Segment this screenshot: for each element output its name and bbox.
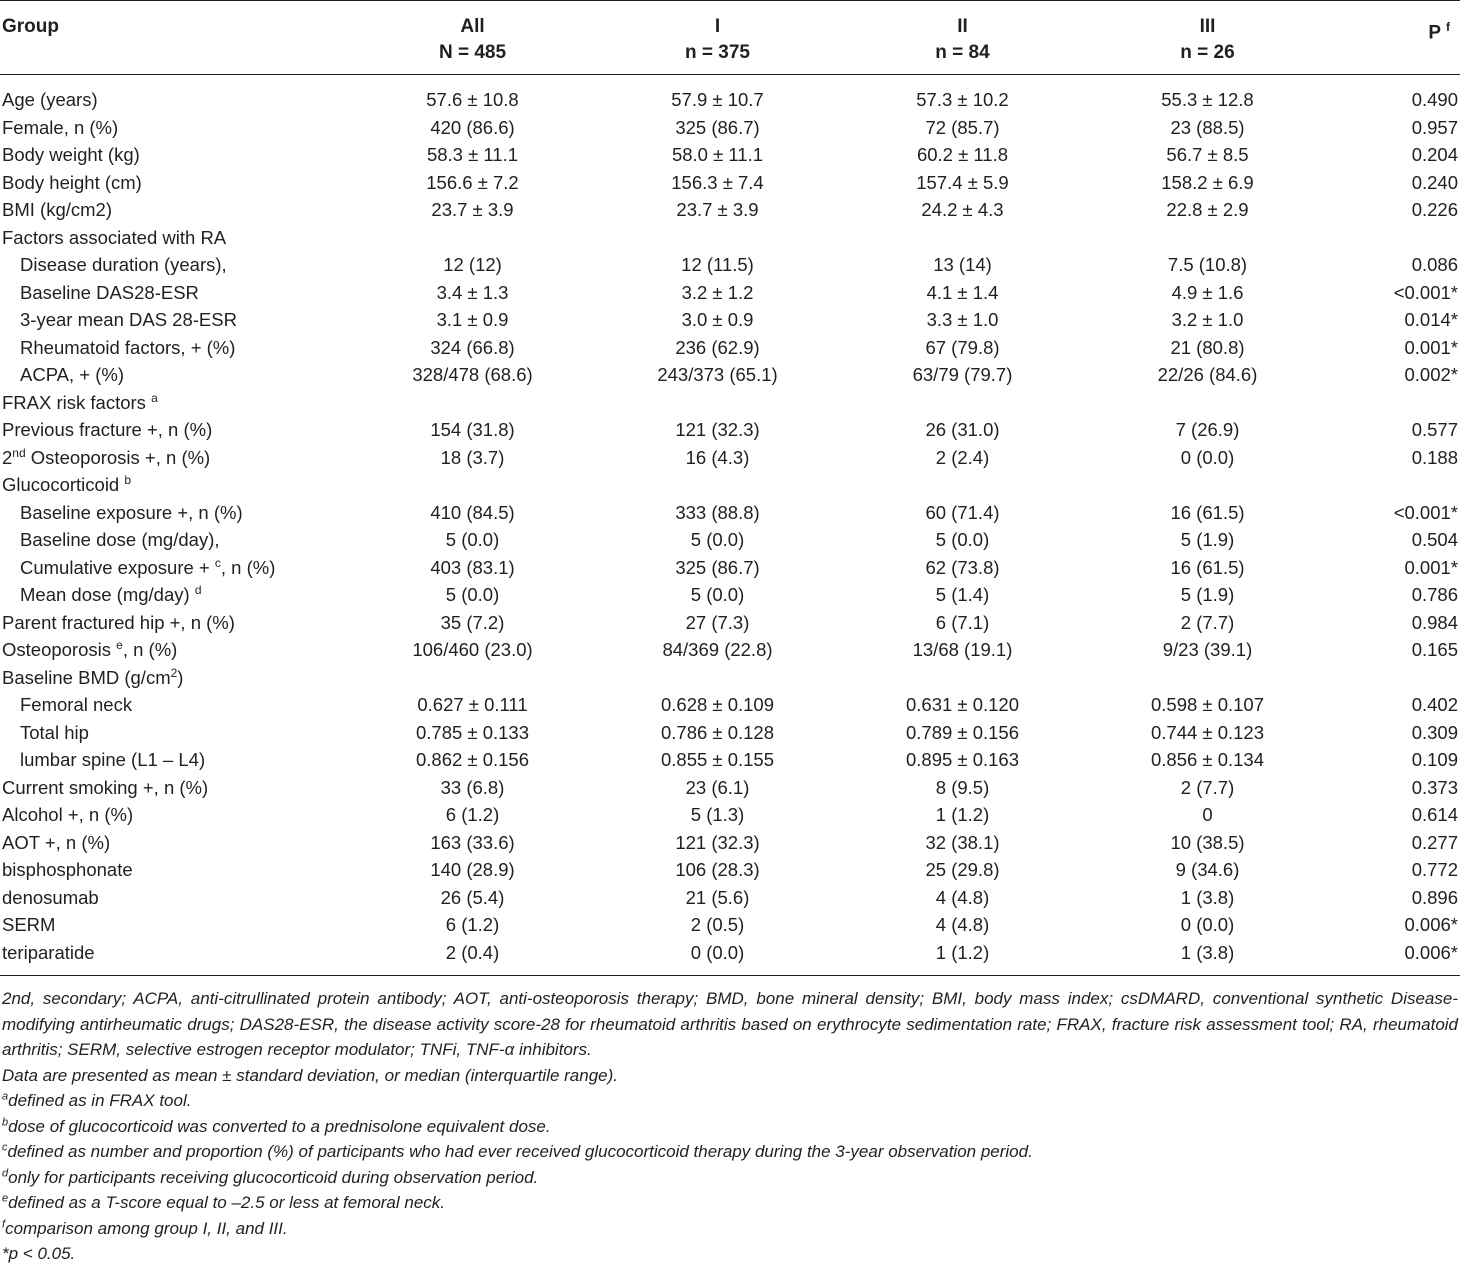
table-cell <box>840 224 1085 252</box>
table-cell: 6 (1.2) <box>445 804 500 825</box>
row-label: Cumulative exposure + $^c$, n (%) <box>20 555 276 578</box>
table-cell: 156.3 ± 7.4 <box>671 171 764 193</box>
table-cell: 0.862 ± 0.156 <box>415 749 530 770</box>
table-cell: 157.4 ± 5.9 <box>916 171 1009 193</box>
group-header: Group <box>2 16 59 37</box>
table-cell: 13/68 (19.1) <box>912 639 1013 660</box>
table-cell: 3.1 ± 0.9 <box>436 309 509 330</box>
p-value-cell: 0.188 <box>1411 446 1458 468</box>
footnote-item: *p < 0.05. <box>2 1244 76 1263</box>
row-label: teriparatide <box>2 941 95 963</box>
p-value-cell: 0.226 <box>1411 199 1458 220</box>
table-cell: 158.2 ± 6.9 <box>1161 171 1254 193</box>
row-label: Alcohol +, n (%) <box>2 804 134 825</box>
row-label: Disease duration (years), <box>20 254 227 275</box>
row-label: Baseline dose (mg/day), <box>20 529 220 550</box>
table-cell: 63/79 (79.7) <box>912 364 1013 385</box>
table-cell: 324 (66.8) <box>430 336 515 358</box>
table-row <box>0 801 1460 829</box>
column-header-n: N = 485 <box>438 42 507 63</box>
table-row <box>0 389 1460 417</box>
table-row <box>0 526 1460 554</box>
p-value-cell: 0.614 <box>1411 804 1458 825</box>
table-cell <box>1085 224 1330 252</box>
table-row <box>0 499 1460 527</box>
table-cell: 2 (2.4) <box>935 446 990 468</box>
p-value-cell: 0.002* <box>1404 364 1458 385</box>
table-cell: 24.2 ± 4.3 <box>921 199 1004 220</box>
table-cell: 23.7 ± 3.9 <box>676 199 759 220</box>
table-cell: 410 (84.5) <box>430 501 515 523</box>
table-cell <box>595 224 840 252</box>
column-header-group-ii <box>840 1 1085 74</box>
row-label: Previous fracture +, n (%) <box>2 419 213 440</box>
row-label: 3-year mean DAS 28-ESR <box>20 309 237 330</box>
table-cell <box>840 664 1085 692</box>
table-cell: 106 (28.3) <box>675 859 760 880</box>
table-cell: 5 (1.4) <box>935 584 990 605</box>
table-cell: 5 (0.0) <box>690 529 745 550</box>
p-value-cell <box>1330 224 1460 252</box>
p-value-cell: 0.001* <box>1404 336 1458 358</box>
p-value-cell: 0.402 <box>1411 694 1458 715</box>
table-row <box>0 746 1460 774</box>
table-cell: 84/369 (22.8) <box>662 639 773 660</box>
table-cell: 56.7 ± 8.5 <box>1166 144 1249 165</box>
table-cell <box>1085 664 1330 692</box>
table-cell: 236 (62.9) <box>675 336 760 358</box>
table-cell: 5 (1.9) <box>1180 584 1235 605</box>
column-header-name: III <box>1199 16 1216 37</box>
table-cell <box>350 471 595 499</box>
table-cell: 0.598 ± 0.107 <box>1150 694 1265 715</box>
row-label: BMI (kg/cm2) <box>2 199 112 220</box>
row-label: Femoral neck <box>20 694 133 715</box>
table-cell: 21 (5.6) <box>685 886 750 908</box>
table-cell: 5 (1.9) <box>1180 529 1235 550</box>
table-cell <box>350 664 595 692</box>
table-cell: 3.0 ± 0.9 <box>681 309 754 330</box>
table-cell: 5 (0.0) <box>935 529 990 550</box>
table-body <box>0 86 1460 966</box>
table-row <box>0 829 1460 857</box>
table-cell: 16 (61.5) <box>1170 501 1245 523</box>
p-value-cell: 0.006* <box>1404 941 1458 963</box>
table-cell: 0.628 ± 0.109 <box>660 694 775 715</box>
table-row <box>0 114 1460 142</box>
table-cell: 1 (3.8) <box>1180 941 1235 963</box>
row-label: 2nd Osteoporosis +, n (%) <box>2 445 211 468</box>
footnote-item: $^f$comparison among group I, II, and III. <box>2 1217 288 1238</box>
table-cell <box>595 389 840 417</box>
p-value-header-sup: f <box>1446 20 1450 34</box>
row-label: Female, n (%) <box>2 116 119 138</box>
table-cell: 7.5 (10.8) <box>1167 254 1248 275</box>
row-label: lumbar spine (L1 – L4) <box>20 749 206 770</box>
table-cell: 154 (31.8) <box>430 419 515 440</box>
table-footnotes <box>0 976 1460 1267</box>
p-value-cell: 0.957 <box>1411 116 1458 138</box>
table-cell: 0 (0.0) <box>1180 446 1235 468</box>
table-cell: 1 (1.2) <box>935 804 990 825</box>
table-row <box>0 691 1460 719</box>
table-row <box>0 306 1460 334</box>
p-value-cell: 0.896 <box>1411 886 1458 908</box>
table-cell: 26 (31.0) <box>925 419 1000 440</box>
table-cell: 23 (6.1) <box>685 776 750 798</box>
p-value-cell: 0.204 <box>1411 144 1458 165</box>
table-row <box>0 856 1460 884</box>
table-cell: 0 <box>1202 804 1213 825</box>
table-cell: 6 (1.2) <box>445 914 500 935</box>
row-label: SERM <box>2 914 56 935</box>
row-label: FRAX risk factors $^a$ <box>2 390 158 413</box>
table-cell: 8 (9.5) <box>935 776 990 798</box>
row-label: ACPA, + (%) <box>20 364 124 385</box>
p-value-cell: 0.490 <box>1411 89 1458 110</box>
p-value-cell: 0.240 <box>1411 171 1458 193</box>
table-cell: 325 (86.7) <box>675 556 760 578</box>
table-row <box>0 471 1460 499</box>
table-cell: 4.1 ± 1.4 <box>926 281 999 303</box>
table-cell: 3.4 ± 1.3 <box>436 281 509 303</box>
column-header-group-iii <box>1085 1 1330 74</box>
table-header <box>0 1 1460 74</box>
table-cell: 2 (7.7) <box>1180 776 1235 798</box>
table-cell: 0 (0.0) <box>690 941 745 963</box>
row-label: Baseline exposure +, n (%) <box>20 501 243 523</box>
table-cell: 0 (0.0) <box>1180 914 1235 935</box>
table-cell: 62 (73.8) <box>925 556 1000 578</box>
footnote-abbreviations: 2nd, secondary; ACPA, anti-citrullinated protein antibody; AOT, anti-osteoporosis therapy; BMD, bone mineral density; BMI, body mass index; csDMARD, conventional synthetic Disease-modifying antirheumatic drugs; DAS28-ESR, the disease activity score-28 for rheumatoid arthritis based on erythrocyte sedimentation rate; FRAX, fracture risk assessment tool; RA, rheumatoid arthritis; SERM, selective estrogen receptor modulator; TNFi, TNF-α inhibitors. <box>2 989 1458 1059</box>
row-label: Parent fractured hip +, n (%) <box>2 611 235 633</box>
table-cell <box>595 664 840 692</box>
table-row <box>0 416 1460 444</box>
table-cell: 2 (7.7) <box>1180 611 1235 633</box>
column-header-n: n = 84 <box>935 42 990 63</box>
table-cell: 0.744 ± 0.123 <box>1150 721 1265 743</box>
column-header-group-i <box>595 1 840 74</box>
row-label: Osteoporosis $^e$, n (%) <box>2 637 178 660</box>
table-cell: 243/373 (65.1) <box>657 364 778 385</box>
p-value-cell: <0.001* <box>1393 501 1458 523</box>
table-cell: 58.3 ± 11.1 <box>426 144 519 165</box>
table-cell: 12 (11.5) <box>681 254 754 275</box>
table-cell <box>1085 389 1330 417</box>
table-row <box>0 911 1460 939</box>
table-row <box>0 334 1460 362</box>
table-cell: 32 (38.1) <box>925 831 1000 853</box>
p-value-cell: 0.277 <box>1411 831 1458 853</box>
p-value-cell: 0.373 <box>1411 776 1458 798</box>
table-row <box>0 884 1460 912</box>
table-cell: 16 (4.3) <box>685 446 750 468</box>
table-cell: 60.2 ± 11.8 <box>916 144 1009 165</box>
table-cell: 16 (61.5) <box>1170 556 1245 578</box>
table-row <box>0 664 1460 692</box>
table-cell: 57.3 ± 10.2 <box>916 89 1009 110</box>
p-value-cell <box>1330 389 1460 417</box>
table-cell: 4.9 ± 1.6 <box>1171 281 1244 303</box>
table-cell: 9 (34.6) <box>1175 859 1240 880</box>
table-cell: 13 (14) <box>933 254 992 275</box>
p-value-cell: 0.984 <box>1411 611 1458 633</box>
table-cell: 35 (7.2) <box>440 611 505 633</box>
footnote-item: $^a$defined as in FRAX tool. <box>2 1090 192 1110</box>
row-label: Age (years) <box>2 89 98 110</box>
table-row <box>0 444 1460 472</box>
row-label: Rheumatoid factors, + (%) <box>20 336 236 358</box>
table-cell: 55.3 ± 12.8 <box>1161 89 1254 110</box>
table-cell: 328/478 (68.6) <box>412 364 533 385</box>
table-cell: 0.856 ± 0.134 <box>1150 749 1265 770</box>
table-cell: 1 (3.8) <box>1180 886 1235 908</box>
row-label: Total hip <box>20 721 89 743</box>
footnote-item: $^d$only for participants receiving glucocorticoid during observation period. <box>2 1166 539 1187</box>
table-row <box>0 251 1460 279</box>
table-cell: 403 (83.1) <box>430 556 515 578</box>
table-row <box>0 169 1460 197</box>
table-cell: 9/23 (39.1) <box>1162 639 1253 660</box>
table-cell: 57.9 ± 10.7 <box>671 89 764 110</box>
footnote-item: $^c$defined as number and proportion (%) of participants who had ever received glucocorticoid therapy during the 3-year observation period. <box>2 1141 1033 1161</box>
row-label: Mean dose (mg/day) $^d$ <box>20 582 202 605</box>
table-cell: 67 (79.8) <box>925 336 1000 358</box>
table-cell <box>840 471 1085 499</box>
table-cell: 22.8 ± 2.9 <box>1166 199 1249 220</box>
table-row <box>0 141 1460 169</box>
baseline-characteristics-table <box>0 1 1460 74</box>
row-label: Glucocorticoid $^b$ <box>2 472 132 495</box>
table-cell: 3.3 ± 1.0 <box>926 309 999 330</box>
row-label: Body height (cm) <box>2 171 142 193</box>
table-row <box>0 609 1460 637</box>
row-label: Baseline BMD $(g/cm^2)$ <box>2 665 184 688</box>
table-row <box>0 939 1460 967</box>
p-value-cell: 0.786 <box>1411 584 1458 605</box>
table-cell: 23.7 ± 3.9 <box>431 199 514 220</box>
column-header-n: n = 26 <box>1180 42 1235 63</box>
p-value-cell <box>1330 471 1460 499</box>
table-cell: 3.2 ± 1.0 <box>1171 309 1244 330</box>
table-cell: 72 (85.7) <box>925 116 1000 138</box>
table-cell: 57.6 ± 10.8 <box>426 89 519 110</box>
table-cell: 21 (80.8) <box>1170 336 1245 358</box>
table-cell: 27 (7.3) <box>685 611 750 633</box>
table-cell: 22/26 (84.6) <box>1157 364 1258 385</box>
table-cell: 58.0 ± 11.1 <box>671 144 764 165</box>
table-cell: 420 (86.6) <box>430 116 515 138</box>
table-cell: 6 (7.1) <box>935 611 990 633</box>
table-cell: 0.785 ± 0.133 <box>415 721 530 743</box>
column-header-name: I <box>714 16 721 37</box>
footnote-data-note: Data are presented as mean ± standard deviation, or median (interquartile range). <box>2 1065 619 1085</box>
p-value-cell: 0.109 <box>1411 749 1458 770</box>
p-value-cell: 0.772 <box>1411 859 1458 880</box>
p-value-cell: 0.165 <box>1411 639 1458 660</box>
table-cell: 26 (5.4) <box>440 886 505 908</box>
p-value-cell: 0.001* <box>1404 556 1458 578</box>
column-header-n: n = 375 <box>685 42 750 63</box>
table-cell: 0.627 ± 0.111 <box>417 694 528 715</box>
row-label: denosumab <box>2 886 99 908</box>
table-cell: 121 (32.3) <box>675 419 760 440</box>
table-cell: 10 (38.5) <box>1170 831 1245 853</box>
p-value-header: P $^f$ <box>1428 20 1450 44</box>
table-cell: 2 (0.5) <box>690 914 745 935</box>
footnote-item: $^b$dose of glucocorticoid was converted to a prednisolone equivalent dose. <box>2 1115 551 1136</box>
table-row <box>0 581 1460 609</box>
row-label: Current smoking +, n (%) <box>2 776 209 798</box>
table-cell: 0.789 ± 0.156 <box>905 721 1020 743</box>
column-header-name: II <box>957 16 968 37</box>
row-label: Baseline DAS28-ESR <box>20 281 199 303</box>
table-cell: 23 (88.5) <box>1170 116 1245 138</box>
p-value-cell: 0.014* <box>1404 309 1458 330</box>
table-cell <box>350 224 595 252</box>
p-value-cell: <0.001* <box>1393 281 1458 303</box>
table-cell <box>840 389 1085 417</box>
table-cell: 5 (0.0) <box>445 529 500 550</box>
row-label: AOT +, n (%) <box>2 831 111 853</box>
table-cell: 4 (4.8) <box>935 914 990 935</box>
footnote-item: $^e$defined as a T-score equal to –2.5 or less at femoral neck. <box>2 1192 446 1212</box>
table-cell: 163 (33.6) <box>430 831 515 853</box>
p-value-cell: 0.309 <box>1411 721 1458 743</box>
row-label: Factors associated with RA <box>2 226 227 248</box>
table-cell: 60 (71.4) <box>925 501 1000 523</box>
table-cell: 33 (6.8) <box>440 776 505 798</box>
table-cell <box>595 471 840 499</box>
table-row <box>0 774 1460 802</box>
table-row <box>0 86 1460 114</box>
table-cell: 106/460 (23.0) <box>412 639 533 660</box>
p-value-cell: 0.504 <box>1411 529 1458 550</box>
table-cell: 2 (0.4) <box>445 941 500 963</box>
p-value-cell <box>1330 664 1460 692</box>
table-row <box>0 196 1460 224</box>
table-cell: 5 (0.0) <box>445 584 500 605</box>
table-cell: 7 (26.9) <box>1175 419 1240 440</box>
table-cell: 12 (12) <box>443 254 502 275</box>
table-cell: 0.786 ± 0.128 <box>660 721 775 743</box>
column-header-name: All <box>460 16 485 37</box>
table-row <box>0 279 1460 307</box>
row-label: Body weight (kg) <box>2 144 140 165</box>
row-label: bisphosphonate <box>2 859 133 880</box>
table-cell: 18 (3.7) <box>440 446 505 468</box>
table-cell <box>1085 471 1330 499</box>
table-cell: 156.6 ± 7.2 <box>426 171 519 193</box>
table-cell: 333 (88.8) <box>675 501 760 523</box>
table-cell: 4 (4.8) <box>935 886 990 908</box>
p-value-cell: 0.086 <box>1411 254 1458 275</box>
table-row <box>0 636 1460 664</box>
table-body-container <box>0 86 1460 966</box>
table-row <box>0 719 1460 747</box>
table-cell: 5 (1.3) <box>690 804 745 825</box>
table-cell: 25 (29.8) <box>925 859 1000 880</box>
table-cell: 0.895 ± 0.163 <box>905 749 1020 770</box>
table-cell: 5 (0.0) <box>690 584 745 605</box>
table-row <box>0 554 1460 582</box>
table-row <box>0 224 1460 252</box>
table-cell: 140 (28.9) <box>430 859 515 880</box>
table-cell: 0.631 ± 0.120 <box>905 694 1020 715</box>
table-cell: 325 (86.7) <box>675 116 760 138</box>
table-cell: 1 (1.2) <box>935 941 990 963</box>
table-row <box>0 361 1460 389</box>
p-value-cell: 0.577 <box>1411 419 1458 440</box>
table-cell: 121 (32.3) <box>675 831 760 853</box>
p-value-cell: 0.006* <box>1404 914 1458 935</box>
table-cell: 0.855 ± 0.155 <box>660 749 775 770</box>
table-cell: 3.2 ± 1.2 <box>681 281 754 303</box>
table-cell <box>350 389 595 417</box>
column-header-all <box>350 1 595 74</box>
